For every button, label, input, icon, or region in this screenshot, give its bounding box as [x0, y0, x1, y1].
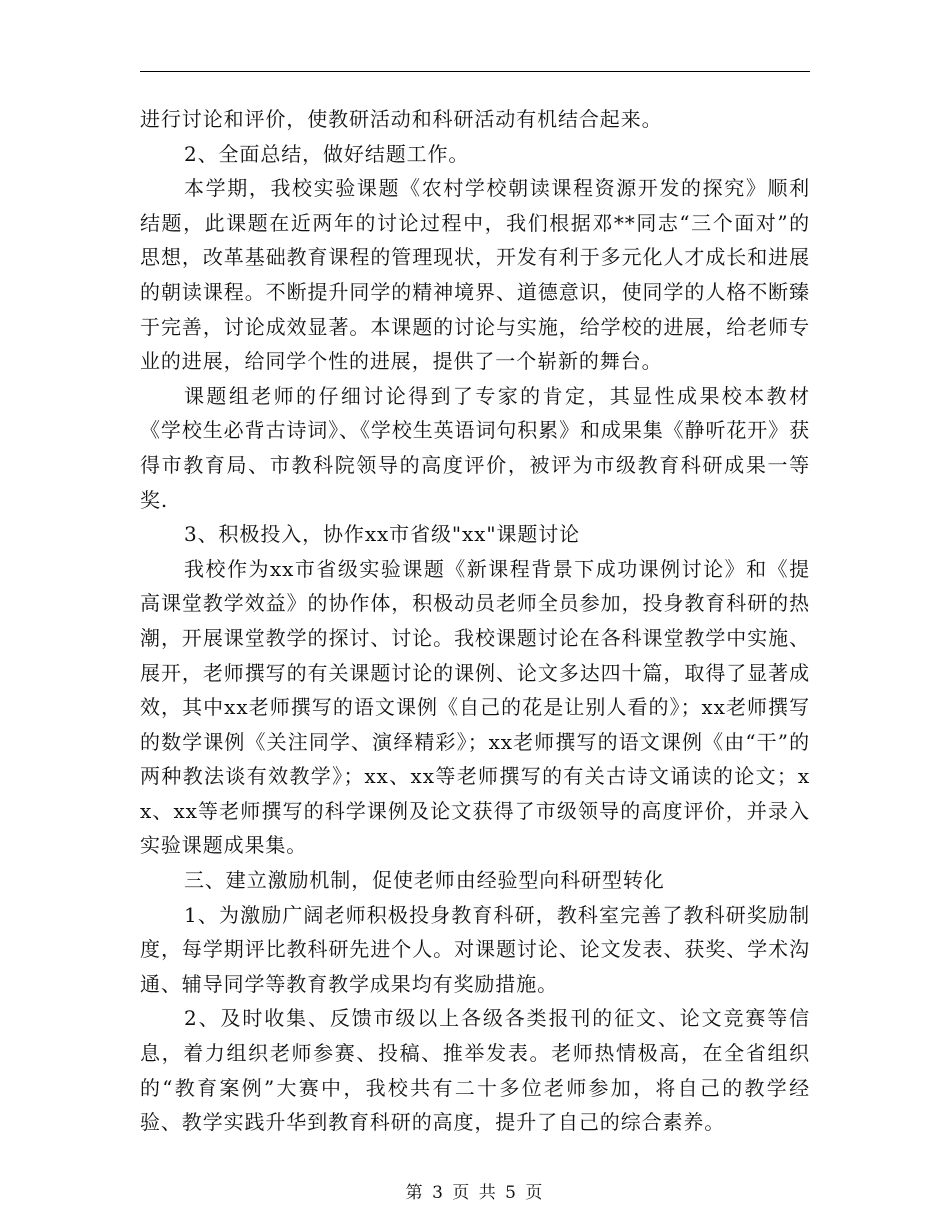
paragraph: 3、积极投入，协作xx市省级"xx"课题讨论	[184, 522, 581, 547]
document-body	[140, 102, 810, 1140]
paragraph: 进行讨论和评价，使教研活动和科研活动有机结合起来。	[140, 107, 663, 131]
paragraph: 课题组老师的仔细讨论得到了专家的肯定，其显性成果校本教材《学校生必背古诗词》、《学校生英语词句积累》和成果集《静听花开》获得市教育局、市教科院领导的高度评价，被评为市级教育科研成果一等奖.	[140, 383, 810, 512]
paragraph: 2、全面总结，做好结题工作。	[184, 141, 470, 166]
paragraph: 三、建立激励机制，促使老师由经验型向科研型转化	[184, 868, 665, 893]
paragraph: 1、为激励广阔老师积极投身教育科研，教科室完善了教科研奖励制度，每学期评比教科研先进个人。对课题讨论、论文发表、获奖、学术沟通、辅导同学等教育教学成果均有奖励措施。	[140, 902, 810, 996]
paragraph: 2、及时收集、反馈市级以上各级各类报刊的征文、论文竞赛等信息，着力组织老师参赛、投稿、推举发表。老师热情极高，在全省组织的“教育案例”大赛中，我校共有二十多位老师参加，将自己的教学经验、教学实践升华到教育科研的高度，提升了自己的综合素养。	[140, 1006, 810, 1135]
header-rule	[140, 71, 810, 72]
paragraph: 我校作为xx市省级实验课题《新课程背景下成功课例讨论》和《提高课堂教学效益》的协作体，积极动员老师全员参加，投身教育科研的热潮，开展课堂教学的探讨、讨论。我校课题讨论在各科课堂教学中实施、展开，老师撰写的有关课题讨论的课例、论文多达四十篇，取得了显著成效，其中xx老师撰写的语文课例《自己的花是让别人看的》；xx老师撰写的数学课例《关注同学、演绎精彩》；xx老师撰写的语文课例《由“干”的两种教法谈有效教学》；xx、xx等老师撰写的有关古诗文诵读的论文；xx、xx等老师撰写的科学课例及论文获得了市级领导的高度评价，并录入实验课题成果集。	[140, 556, 810, 858]
paragraph: 本学期，我校实验课题《农村学校朝读课程资源开发的探究》顺利结题，此课题在近两年的讨论过程中，我们根据邓**同志“三个面对”的思想，改革基础教育课程的管理现状，开发有利于多元化人才成长和进展的朝读课程。不断提升同学的精神境界、道德意识，使同学的人格不断臻于完善，讨论成效显著。本课题的讨论与实施，给学校的进展，给老师专业的进展，给同学个性的进展，提供了一个崭新的舞台。	[140, 176, 810, 374]
page-number-footer: 第 3 页 共 5 页	[405, 1183, 545, 1203]
